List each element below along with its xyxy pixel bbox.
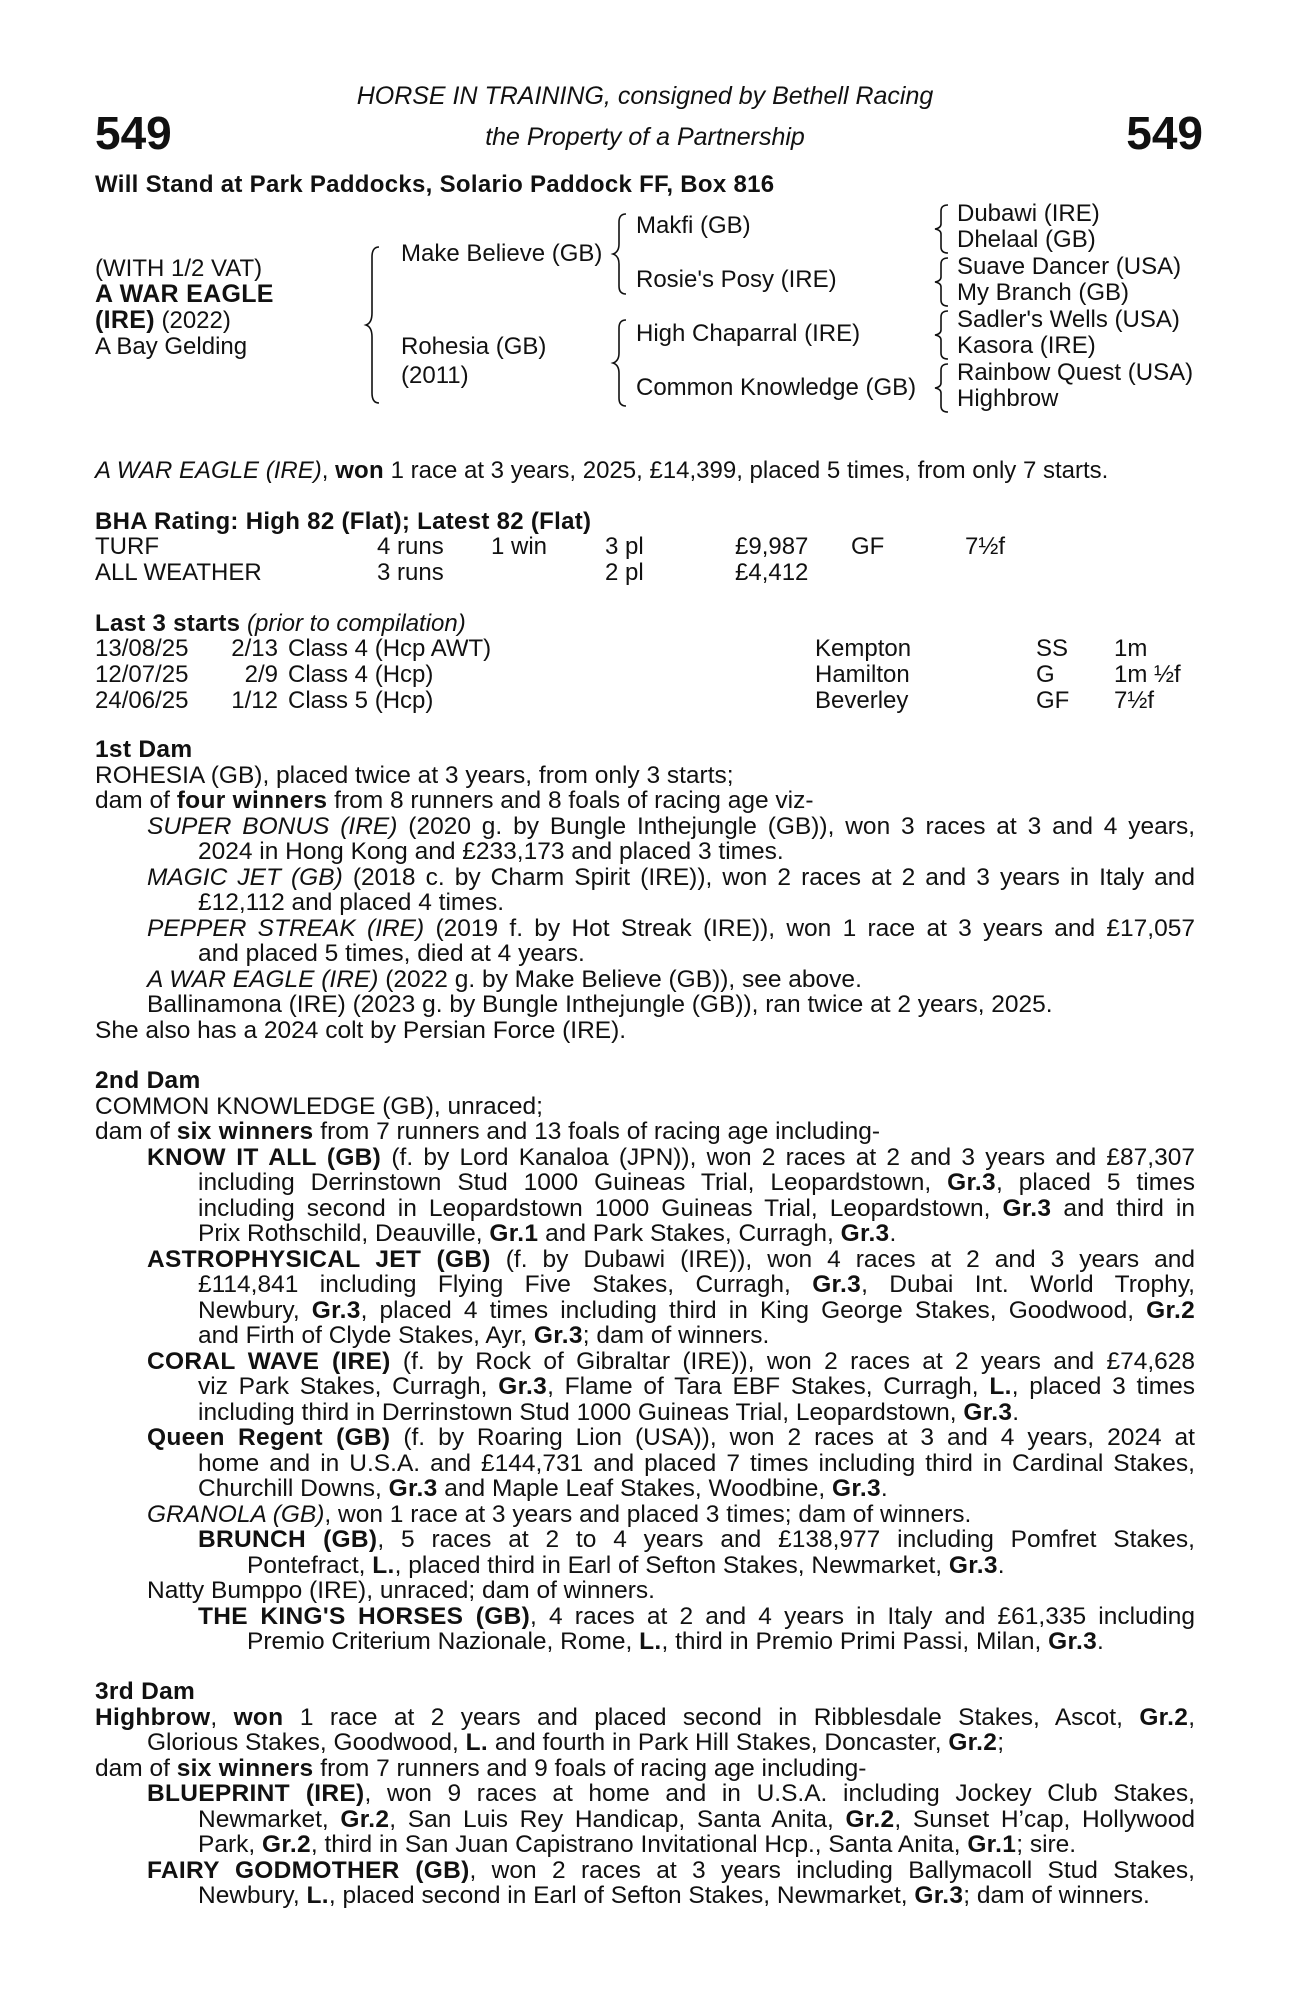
progeny-super-bonus-cont: 2024 in Hong Kong and £233,173 and placed 3 times. (198, 838, 784, 865)
horse-country: (IRE) (95, 306, 155, 334)
progeny-blueprint: BLUEPRINT (IRE), won 9 races at home and in U.S.A. including Jockey Club Stakes, (147, 1780, 1195, 1807)
consignment: HORSE IN TRAINING, consigned by Bethell Racing (356, 82, 934, 110)
lot-number-right: 549 (1126, 107, 1203, 159)
winners-count: six winners (176, 1754, 314, 1782)
race-summary: A WAR EAGLE (IRE), won 1 race at 3 years, 2025, £14,399, placed 5 times, from only 7 starts. (95, 457, 1109, 484)
brace-sd (934, 256, 954, 308)
progeny-fairy-godmother-cont: Newbury, L., placed second in Earl of Sefton Stakes, Newmarket, Gr.3; dam of winners. (198, 1882, 1150, 1909)
progeny-the-kings-horses-cont: Premio Criterium Nazionale, Rome, L., third in Premio Primi Passi, Milan, Gr.3. (247, 1628, 1104, 1655)
second-dam-line2: dam of six winners from 7 runners and 13 foals of racing age including- (95, 1118, 881, 1145)
progeny-brunch-cont: Pontefract, L., placed third in Earl of Sefton Stakes, Newmarket, Gr.3. (247, 1551, 1005, 1579)
g3-highbrow: Highbrow (957, 385, 1059, 412)
start-date: 12/07/25 (95, 661, 189, 688)
start-position: 2/13 (231, 635, 278, 662)
property: the Property of a Partnership (485, 123, 805, 151)
stabling: Will Stand at Park Paddocks, Solario Paddock FF, Box 816 (95, 171, 775, 198)
dam-sire: High Chaparral (IRE) (636, 320, 861, 347)
dam: Rohesia (GB) (401, 333, 547, 360)
rating-wins-turf: 1 win (491, 533, 548, 560)
rating-distance-turf: 7½f (965, 533, 1006, 560)
rating-going-turf: GF (851, 533, 885, 560)
summary-won: won (335, 457, 384, 484)
horse-name-line2 (95, 306, 231, 335)
dam-year: (2011) (401, 362, 469, 389)
progeny-know-it-all-cont2: including second in Leopardstown 1000 Guineas Trial, Leopardstown, Gr.3 and third in (198, 1194, 1196, 1222)
summary-rest: 1 race at 3 years, 2025, £14,399, placed 5 times, from only 7 starts. (383, 457, 1109, 484)
progeny-astrophysical-jet-cont2: Newbury, Gr.3, placed 4 times including third in King George Stakes, Goodwood, Gr.2 (198, 1296, 1196, 1324)
third-dam-line2: Glorious Stakes, Goodwood, L. and fourth in Park Hill Stakes, Doncaster, Gr.2; (147, 1729, 1005, 1756)
summary-name: A WAR EAGLE (IRE) (95, 457, 322, 484)
progeny-know-it-all: KNOW IT ALL (GB) (f. by Lord Kanaloa (JPN)), won 2 races at 2 and 3 years and £87,307 (147, 1143, 1195, 1171)
progeny-brunch: BRUNCH (GB), 5 races at 2 to 4 years and £138,977 including Pomfret Stakes, (198, 1526, 1195, 1553)
g3-dhelaal: Dhelaal (GB) (957, 226, 1096, 253)
sire-brace (612, 212, 632, 296)
third-dam-line1: Highbrow, won 1 race at 2 years and placed second in Ribblesdale Stakes, Ascot, Gr.2, (95, 1703, 1195, 1731)
progeny-fairy-godmother: FAIRY GODMOTHER (GB), won 2 races at 3 years including Ballymacoll Stud Stakes, (147, 1856, 1195, 1884)
progeny-astrophysical-jet: ASTROPHYSICAL JET (GB) (f. by Dubawi (IRE)), won 4 races at 2 and 3 years and (147, 1245, 1195, 1273)
rating-runs-turf: 4 runs (377, 533, 444, 560)
first-dam-colt: She also has a 2024 colt by Persian Force (IRE). (95, 1016, 627, 1044)
start-date: 24/06/25 (95, 687, 189, 714)
progeny-coral-wave: CORAL WAVE (IRE) (f. by Rock of Gibraltar (IRE)), won 2 races at 2 years and £74,628 (147, 1347, 1196, 1375)
second-dam-section (95, 1068, 1195, 1655)
winners-count: six winners (176, 1118, 314, 1145)
vat-note: (WITH 1/2 VAT) (95, 255, 263, 282)
rating-runs-aw: 3 runs (377, 559, 444, 586)
progeny-ballinamona: Ballinamona (IRE) (2023 g. by Bungle Inthejungle (GB)), ran twice at 2 years, 2025. (147, 991, 1053, 1018)
start-going: SS (1036, 635, 1069, 662)
progeny-blueprint-cont2: Park, Gr.2, third in San Juan Capistrano Invitational Hcp., Santa Anita, Gr.1; sire. (198, 1831, 1077, 1858)
pedigree-brace-main (365, 245, 385, 405)
progeny-granola: GRANOLA (GB), won 1 race at 3 years and placed 3 times; dam of winners. (147, 1500, 972, 1528)
horse-description: A Bay Gelding (95, 333, 248, 360)
first-dam-line2: dam of four winners from 8 runners and 8 foals of racing age viz- (95, 787, 814, 814)
dam-brace (612, 318, 632, 408)
progeny-a-war-eagle: A WAR EAGLE (IRE) (2022 g. by Make Believe (GB)), see above. (147, 965, 862, 993)
brace-ds (934, 309, 954, 361)
first-dam-line1: ROHESIA (GB), placed twice at 3 years, from only 3 starts; (95, 761, 734, 789)
first-dam-section (95, 737, 1195, 1043)
horse-year: (2022) (154, 307, 231, 334)
progeny-natty-bumppo: Natty Bumppo (IRE), unraced; dam of winners. (147, 1577, 655, 1604)
progeny-pepper-streak: PEPPER STREAK (IRE) (2019 f. by Hot Streak (IRE)), won 1 race at 3 years and £17,057 (147, 914, 1195, 942)
dam-dam: Common Knowledge (GB) (636, 374, 917, 401)
progeny-know-it-all-cont1: including Derrinstown Stud 1000 Guineas Trial, Leopardstown, Gr.3, placed 5 times (198, 1169, 1196, 1196)
g3-dubawi: Dubawi (IRE) (957, 200, 1100, 227)
progeny-coral-wave-cont2: including third in Derrinstown Stud 1000 Guineas Trial, Leopardstown, Gr.3. (198, 1398, 1020, 1426)
start-position: 1/12 (231, 687, 278, 714)
rating-earnings-aw: £4,412 (735, 559, 809, 586)
progeny-blueprint-cont1: Newmarket, Gr.2, San Luis Rey Handicap, Santa Anita, Gr.2, Sunset H’cap, Hollywood (198, 1805, 1195, 1833)
rating-surface-aw: ALL WEATHER (95, 559, 262, 586)
progeny-queen-regent: Queen Regent (GB) (f. by Roaring Lion (USA)), won 2 races at 3 and 4 years, 2024 at (147, 1424, 1195, 1451)
second-dam-line1: COMMON KNOWLEDGE (GB), unraced; (95, 1092, 543, 1120)
start-class: Class 4 (Hcp) (288, 661, 434, 688)
lot-number-left: 549 (95, 107, 172, 159)
start-class: Class 4 (Hcp AWT) (288, 635, 492, 662)
sire-sire: Makfi (GB) (636, 212, 751, 239)
third-dam-line3: dam of six winners from 7 runners and 9 foals of racing age including- (95, 1754, 867, 1782)
progeny-coral-wave-cont1: viz Park Stakes, Curragh, Gr.3, Flame of Tara EBF Stakes, Curragh, L., placed 3 times (198, 1373, 1195, 1400)
rating-earnings-turf: £9,987 (735, 533, 809, 560)
progeny-queen-regent-cont2: Churchill Downs, Gr.3 and Maple Leaf Stakes, Woodbine, Gr.3. (198, 1475, 888, 1502)
g3-sadlers-wells: Sadler's Wells (USA) (957, 306, 1180, 333)
last-starts-note: (prior to compilation) (240, 610, 466, 637)
brace-ss (934, 203, 954, 255)
rating-placed-aw: 2 pl (605, 559, 644, 586)
second-dam-heading: 2nd Dam (95, 1067, 201, 1094)
progeny-astrophysical-jet-cont1: £114,841 including Flying Five Stakes, Curragh, Gr.3, Dubai Int. World Trophy, (198, 1271, 1195, 1298)
start-course: Kempton (815, 635, 912, 662)
start-going: GF (1036, 687, 1070, 714)
start-distance: 7½f (1114, 687, 1155, 714)
g3-my-branch: My Branch (GB) (957, 279, 1130, 306)
third-dam-heading: 3rd Dam (95, 1678, 196, 1705)
progeny-super-bonus: SUPER BONUS (IRE) (2020 g. by Bungle Inthejungle (GB)), won 3 races at 3 and 4 years, (147, 812, 1196, 840)
third-dam-section (95, 1679, 1195, 1909)
brace-dd (934, 362, 954, 414)
start-going: G (1036, 661, 1055, 688)
bha-rating: BHA Rating: High 82 (Flat); Latest 82 (Flat) (95, 508, 592, 535)
winners-count: four winners (176, 787, 328, 814)
g3-kasora: Kasora (IRE) (957, 332, 1096, 359)
rating-placed-turf: 3 pl (605, 533, 644, 560)
progeny-queen-regent-cont1: home and in U.S.A. and £144,731 and placed 7 times including third in Cardinal Stakes, (198, 1449, 1195, 1477)
horse-name: A WAR EAGLE (95, 280, 274, 308)
start-distance: 1m (1114, 635, 1148, 662)
g3-suave-dancer: Suave Dancer (USA) (957, 253, 1182, 280)
sire-dam: Rosie's Posy (IRE) (636, 266, 837, 293)
progeny-astrophysical-jet-cont3: and Firth of Clyde Stakes, Ayr, Gr.3; dam of winners. (198, 1322, 770, 1349)
start-class: Class 5 (Hcp) (288, 687, 434, 714)
start-date: 13/08/25 (95, 635, 189, 662)
progeny-the-kings-horses: THE KING'S HORSES (GB), 4 races at 2 and 4 years in Italy and £61,335 including (198, 1602, 1195, 1630)
first-dam-heading: 1st Dam (95, 736, 193, 763)
rating-surface-turf: TURF (95, 533, 159, 560)
start-course: Hamilton (815, 661, 910, 688)
sire: Make Believe (GB) (401, 240, 603, 267)
progeny-magic-jet: MAGIC JET (GB) (2018 c. by Charm Spirit (IRE)), won 2 races at 2 and 3 years in Italy and (147, 863, 1195, 891)
last-starts-heading (95, 610, 466, 638)
start-position: 2/9 (244, 661, 278, 688)
start-distance: 1m ½f (1114, 661, 1181, 688)
g3-rainbow-quest: Rainbow Quest (USA) (957, 359, 1194, 386)
progeny-magic-jet-cont: £12,112 and placed 4 times. (198, 889, 505, 916)
progeny-pepper-streak-cont: and placed 5 times, died at 4 years. (198, 940, 585, 967)
progeny-know-it-all-cont3: Prix Rothschild, Deauville, Gr.1 and Park Stakes, Curragh, Gr.3. (198, 1220, 897, 1247)
last-starts-title: Last 3 starts (95, 610, 241, 637)
start-course: Beverley (815, 687, 909, 714)
